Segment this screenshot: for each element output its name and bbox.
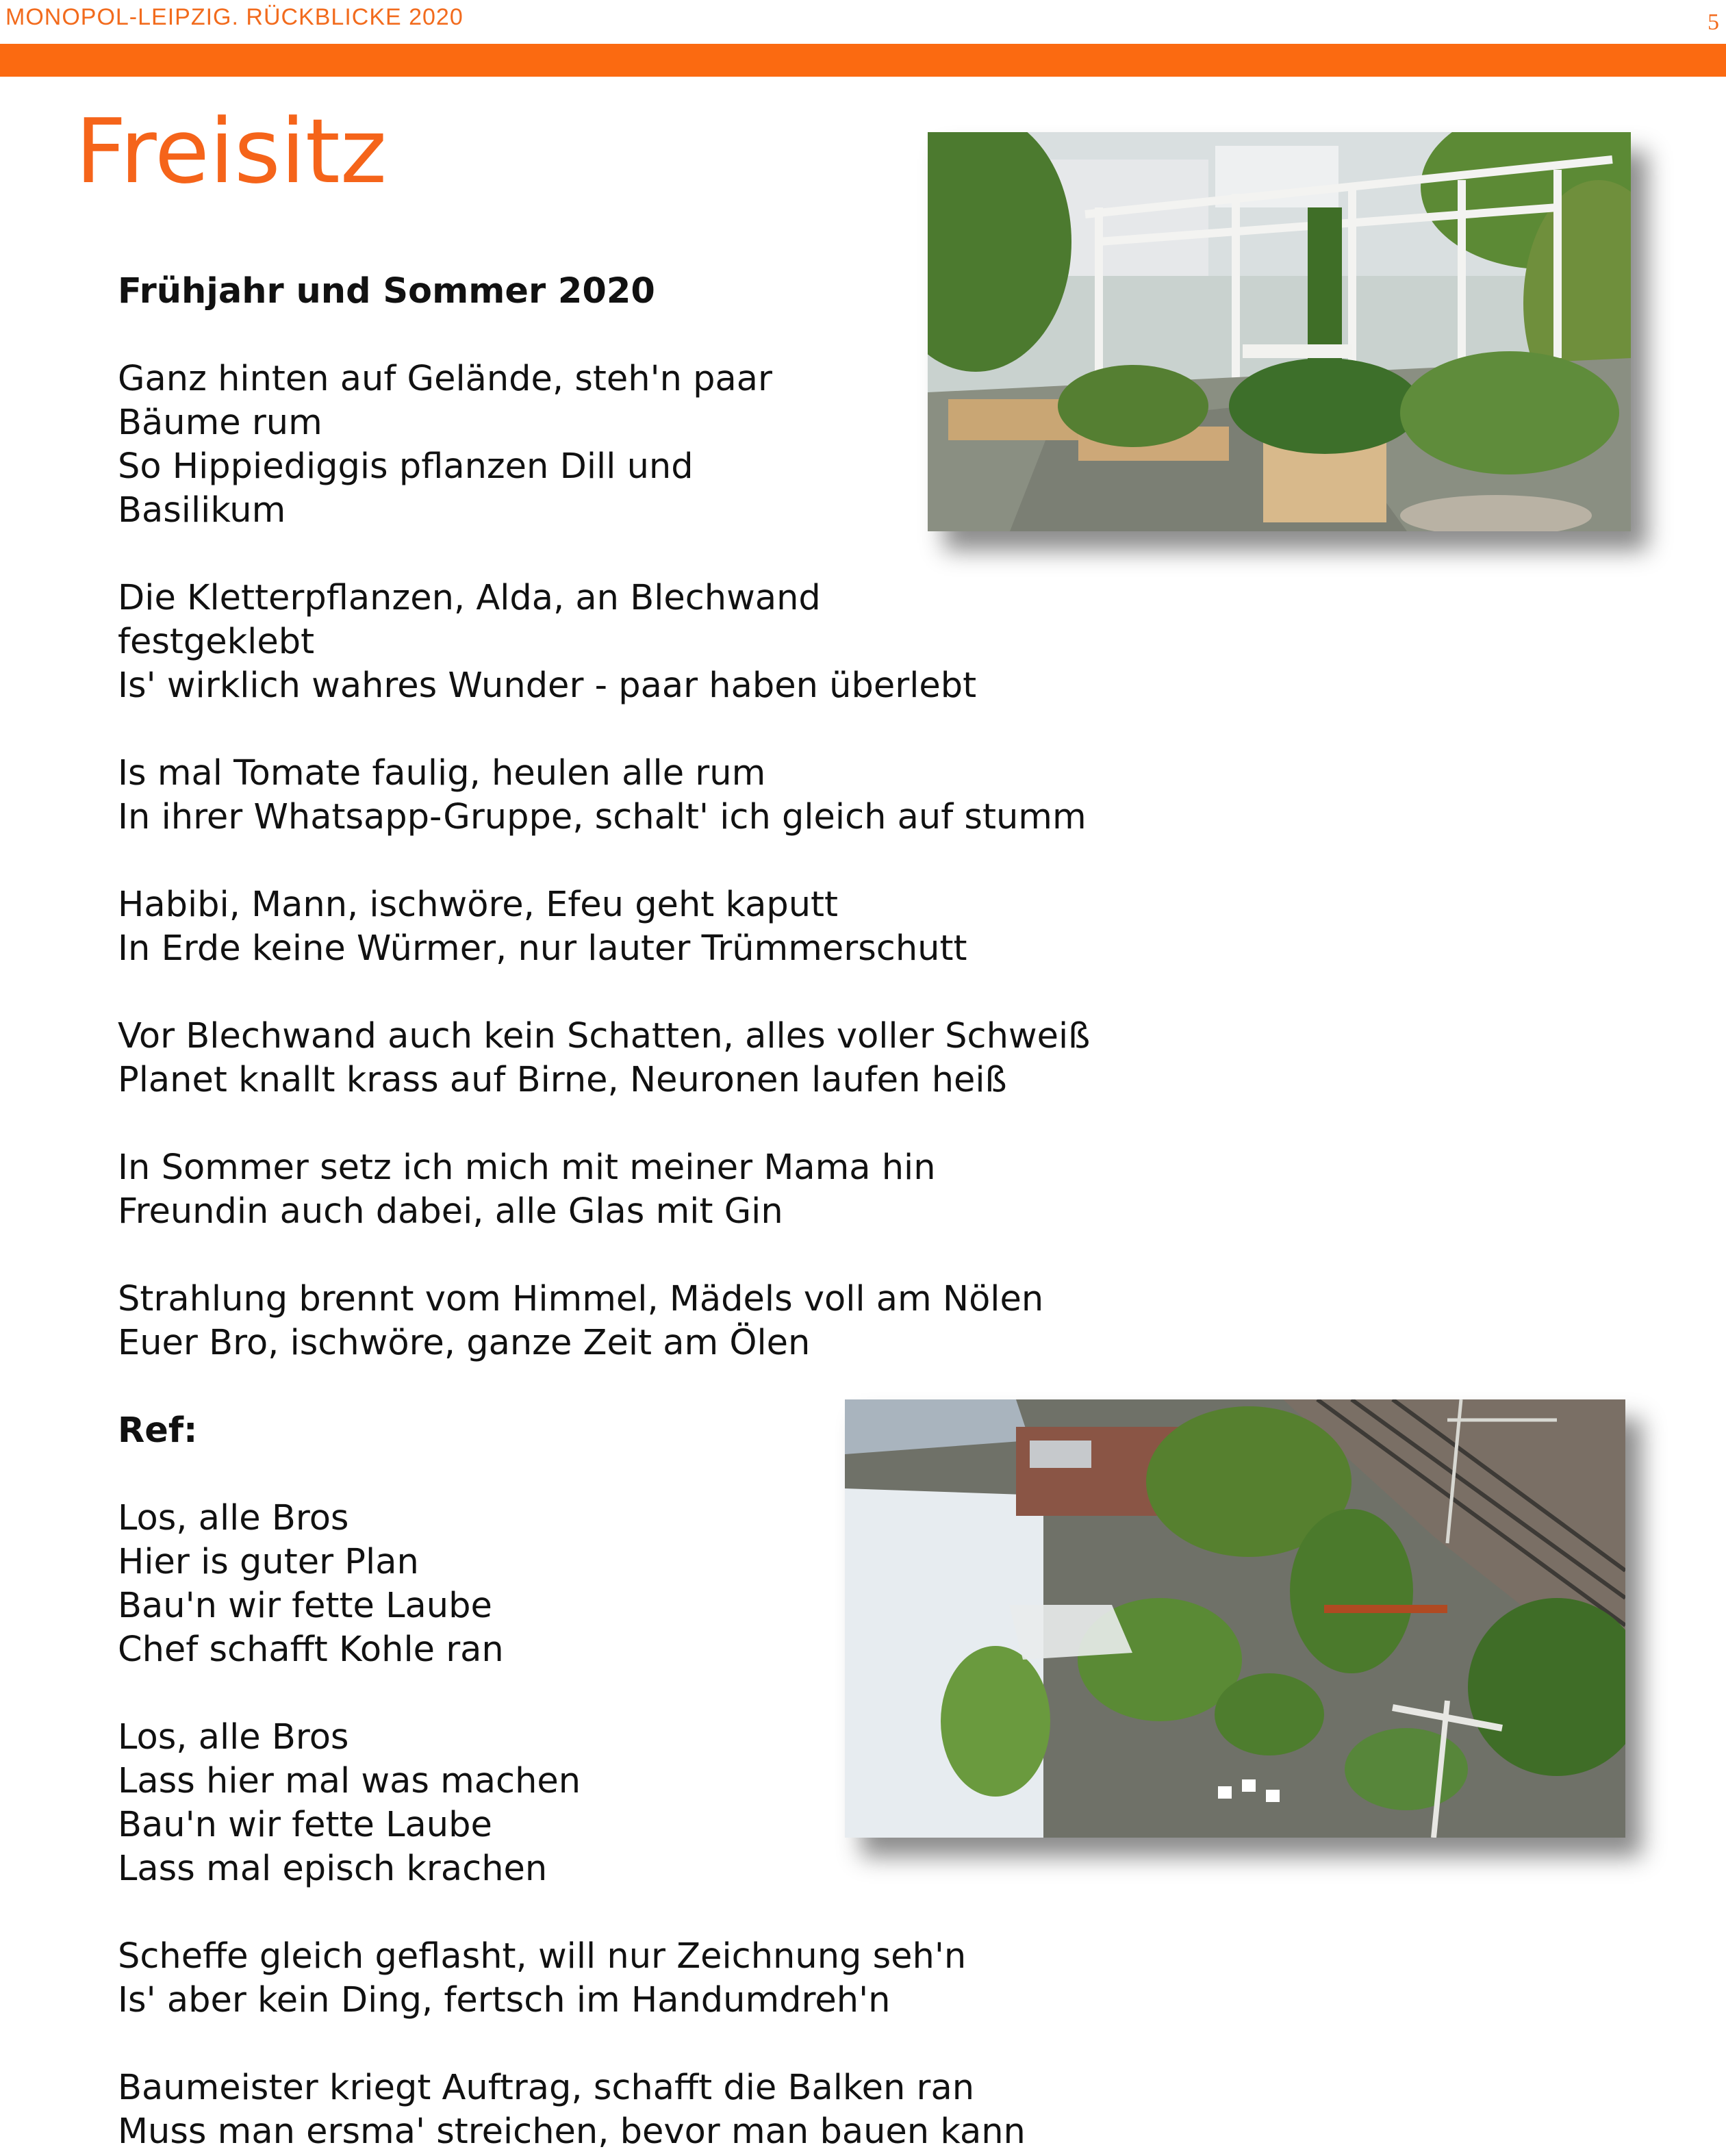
aerial-garden-photo <box>845 1399 1625 1838</box>
poem-line: Hier is guter Plan <box>118 1542 419 1582</box>
stanza-gap <box>118 839 1145 883</box>
poem-line: Ganz hinten auf Gelände, steh'n paar <box>118 359 773 399</box>
poem-line: Muss man ersma' streichen, bevor man bauen kann <box>118 2111 1026 2152</box>
poem-line: Bau'n wir fette Laube <box>118 1805 492 1845</box>
stanza-gap <box>118 1234 1145 1278</box>
poem-line: Planet knallt krass auf Birne, Neuronen laufen heiß <box>118 1060 1007 1100</box>
poem-line: Die Kletterpflanzen, Alda, an Blechwand <box>118 578 821 618</box>
stanza-gap <box>118 1891 1145 1935</box>
poem-line: Lass mal episch krachen <box>118 1849 548 1889</box>
poem-line: Euer Bro, ischwöre, ganze Zeit am Ölen <box>118 1323 811 1363</box>
poem-line: So Hippiediggis pflanzen Dill und <box>118 446 694 487</box>
page-number: 5 <box>1708 10 1719 35</box>
poem-line: Baumeister kriegt Auftrag, schafft die Balken ran <box>118 2068 975 2108</box>
poem-text <box>118 270 1145 2154</box>
poem-line: Lass hier mal was machen <box>118 1761 581 1801</box>
poem-line: festgeklebt <box>118 622 315 662</box>
poem-line: Bau'n wir fette Laube <box>118 1586 492 1626</box>
poem-line: Is mal Tomate faulig, heulen alle rum <box>118 753 766 794</box>
poem-line: Strahlung brennt vom Himmel, Mädels voll am Nölen <box>118 1279 1044 1319</box>
poem-line: Los, alle Bros <box>118 1717 349 1758</box>
poem-line: Is' aber kein Ding, fertsch im Handumdreh'n <box>118 1980 891 2020</box>
poem-line: Basilikum <box>118 490 286 531</box>
poem-line: Chef schafft Kohle ran <box>118 1629 504 1670</box>
section-heading: Ref: <box>118 1410 198 1451</box>
stanza-gap <box>118 708 1145 752</box>
poem-line: Habibi, Mann, ischwöre, Efeu geht kaputt <box>118 885 839 925</box>
poem-line: Bäume rum <box>118 403 322 443</box>
poem-line: In Erde keine Würmer, nur lauter Trümmerschutt <box>118 928 967 969</box>
poem-line: Scheffe gleich geflasht, will nur Zeichnung seh'n <box>118 1936 967 1977</box>
poem-line: In Sommer setz ich mich mit meiner Mama hin <box>118 1147 936 1188</box>
stanza-gap <box>118 2022 1145 2066</box>
poem-line: Freundin auch dabei, alle Glas mit Gin <box>118 1191 783 1232</box>
running-header: MONOPOL-LEIPZIG. RÜCKBLICKE 2020 <box>5 4 464 30</box>
poem-line: In ihrer Whatsapp-Gruppe, schalt' ich gleich auf stumm <box>118 797 1087 837</box>
stanza-gap <box>118 533 1145 576</box>
stanza-gap <box>118 971 1145 1015</box>
garden-pergola-photo <box>928 132 1631 531</box>
poem-line: Is' wirklich wahres Wunder - paar haben überlebt <box>118 665 977 706</box>
poem-line: Los, alle Bros <box>118 1498 349 1538</box>
header-accent-bar <box>0 44 1726 77</box>
page-title: Freisitz <box>75 99 388 203</box>
poem-line: Vor Blechwand auch kein Schatten, alles voller Schweiß <box>118 1016 1091 1056</box>
section-heading: Frühjahr und Sommer 2020 <box>118 271 655 312</box>
stanza-gap <box>118 1102 1145 1146</box>
